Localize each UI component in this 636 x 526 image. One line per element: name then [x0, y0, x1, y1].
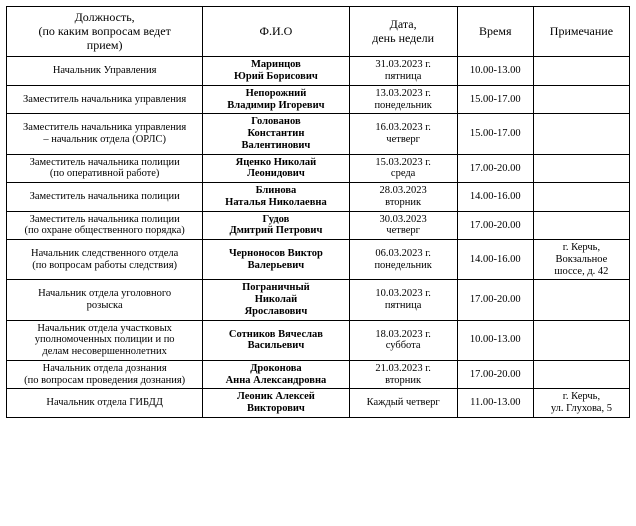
cell-post: Заместитель начальника полиции (по оперативной работе)	[7, 154, 203, 183]
cell-post: Начальник отдела уголовного розыска	[7, 280, 203, 320]
cell-time: 14.00-16.00	[457, 240, 533, 280]
cell-post: Начальник следственного отдела (по вопросам работы следствия)	[7, 240, 203, 280]
cell-name: Гудов Дмитрий Петрович	[203, 211, 349, 240]
table-row	[7, 360, 630, 389]
cell-note	[533, 154, 629, 183]
cell-date: 06.03.2023 г. понедельник	[349, 240, 457, 280]
table-row	[7, 114, 630, 154]
column-header-note: Примечание	[533, 7, 629, 57]
cell-date: 31.03.2023 г. пятница	[349, 57, 457, 86]
cell-name: Непорожний Владимир Игоревич	[203, 85, 349, 114]
cell-time: 10.00-13.00	[457, 320, 533, 360]
cell-note	[533, 360, 629, 389]
cell-post: Заместитель начальника управления	[7, 85, 203, 114]
cell-time: 11.00-13.00	[457, 389, 533, 418]
column-header-post-line2: (по каким вопросам ведет	[38, 23, 171, 38]
column-header-date-line2: день недели	[372, 30, 435, 45]
cell-name: Яценко Николай Леонидович	[203, 154, 349, 183]
cell-post: Заместитель начальника полиции	[7, 183, 203, 212]
cell-date: 18.03.2023 г. суббота	[349, 320, 457, 360]
cell-note	[533, 211, 629, 240]
column-header-post-line3: прием)	[86, 37, 123, 52]
cell-note	[533, 57, 629, 86]
table-row	[7, 85, 630, 114]
cell-date: Каждый четверг	[349, 389, 457, 418]
cell-date: 15.03.2023 г. среда	[349, 154, 457, 183]
table-row	[7, 57, 630, 86]
column-header-post	[7, 7, 203, 57]
cell-time: 10.00-13.00	[457, 57, 533, 86]
cell-date: 28.03.2023 вторник	[349, 183, 457, 212]
cell-note: г. Керчь, Вокзальное шоссе, д. 42	[533, 240, 629, 280]
reception-schedule-table	[6, 6, 630, 418]
cell-name: Сотников Вячеслав Васильевич	[203, 320, 349, 360]
table-row	[7, 389, 630, 418]
cell-time: 17.00-20.00	[457, 211, 533, 240]
cell-time: 17.00-20.00	[457, 280, 533, 320]
table-row	[7, 320, 630, 360]
cell-time: 15.00-17.00	[457, 114, 533, 154]
table-row	[7, 211, 630, 240]
cell-name: Голованов Константин Валентинович	[203, 114, 349, 154]
column-header-time: Время	[457, 7, 533, 57]
cell-date: 13.03.2023 г. понедельник	[349, 85, 457, 114]
cell-note	[533, 114, 629, 154]
cell-time: 14.00-16.00	[457, 183, 533, 212]
cell-name: Блинова Наталья Николаевна	[203, 183, 349, 212]
cell-post: Заместитель начальника полиции (по охране общественного порядка)	[7, 211, 203, 240]
cell-name: Пограничный Николай Ярославович	[203, 280, 349, 320]
cell-date: 10.03.2023 г. пятница	[349, 280, 457, 320]
table-body	[7, 57, 630, 418]
cell-time: 17.00-20.00	[457, 154, 533, 183]
cell-name: Маринцов Юрий Борисович	[203, 57, 349, 86]
cell-post: Начальник Управления	[7, 57, 203, 86]
table-row	[7, 280, 630, 320]
cell-note	[533, 183, 629, 212]
cell-time: 15.00-17.00	[457, 85, 533, 114]
column-header-date-line1: Дата,	[389, 16, 417, 31]
table-row	[7, 154, 630, 183]
cell-name: Дроконова Анна Александровна	[203, 360, 349, 389]
column-header-name: Ф.И.О	[203, 7, 349, 57]
cell-post: Заместитель начальника управления – начальник отдела (ОРЛС)	[7, 114, 203, 154]
cell-post: Начальник отдела дознания (по вопросам проведения дознания)	[7, 360, 203, 389]
cell-note: г. Керчь, ул. Глухова, 5	[533, 389, 629, 418]
cell-note	[533, 280, 629, 320]
table-row	[7, 240, 630, 280]
cell-date: 30.03.2023 четверг	[349, 211, 457, 240]
cell-name: Черноносов Виктор Валерьевич	[203, 240, 349, 280]
cell-post: Начальник отдела ГИБДД	[7, 389, 203, 418]
cell-name: Леоник Алексей Викторович	[203, 389, 349, 418]
cell-time: 17.00-20.00	[457, 360, 533, 389]
cell-note	[533, 85, 629, 114]
cell-date: 16.03.2023 г. четверг	[349, 114, 457, 154]
cell-post: Начальник отдела участковых уполномоченных полиции и по делам несовершеннолетних	[7, 320, 203, 360]
table-header	[7, 7, 630, 57]
cell-note	[533, 320, 629, 360]
table-row	[7, 183, 630, 212]
table-header-row	[7, 7, 630, 57]
column-header-post-line1: Должность,	[74, 10, 135, 24]
cell-date: 21.03.2023 г. вторник	[349, 360, 457, 389]
column-header-date	[349, 7, 457, 57]
